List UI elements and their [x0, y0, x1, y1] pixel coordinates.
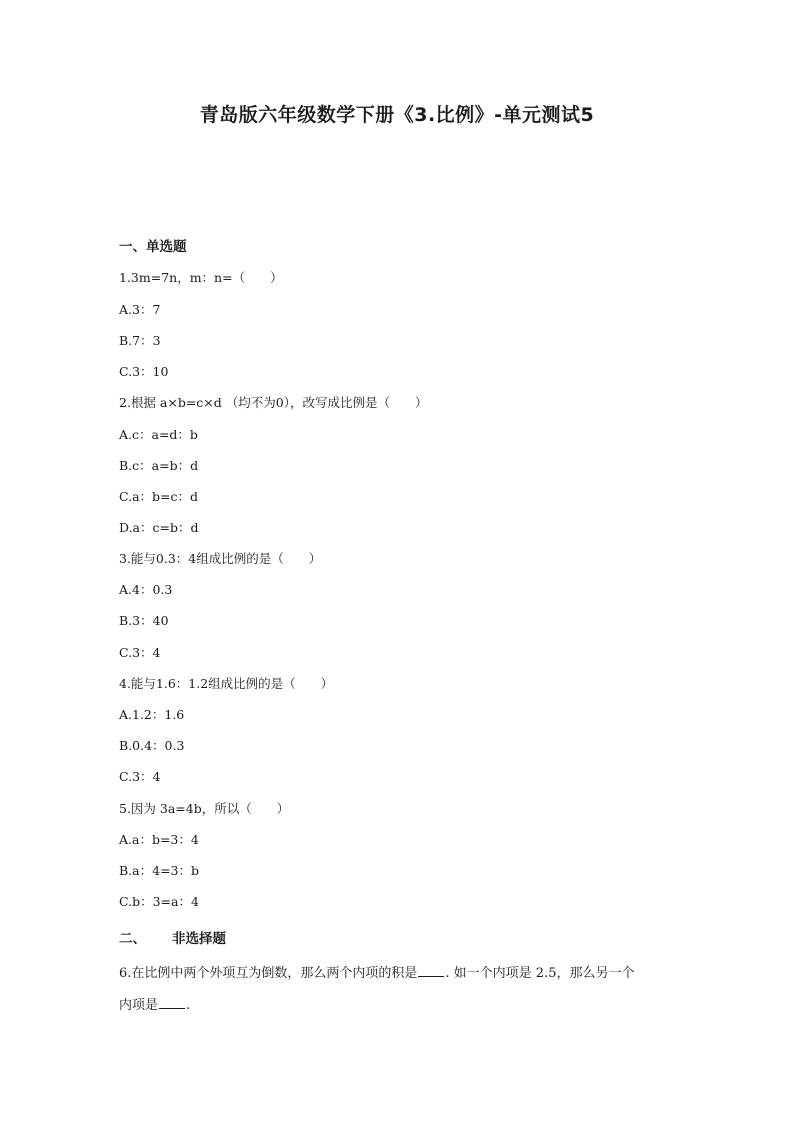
question-1-option-b: B.7：3 [119, 333, 161, 348]
question-1-option-a: A.3：7 [119, 302, 161, 317]
question-4-option-c: C.3：4 [119, 769, 161, 784]
question-4-option-b: B.0.4：0.3 [119, 738, 185, 753]
section-title: 非选择题 [172, 931, 226, 947]
question-3-option-a: A.4：0.3 [119, 582, 173, 597]
section-heading-single-choice: 一、单选题 [119, 239, 187, 255]
question-6-text-part-4: . [186, 998, 191, 1013]
question-5-stem: 5.因为 3a=4b，所以（ ） [119, 801, 290, 816]
question-6-line-1 [119, 964, 634, 984]
section-number: 二、 [119, 931, 146, 947]
question-1-option-c: C.3：10 [119, 364, 169, 379]
question-4-stem: 4.能与1.6：1.2组成比例的是（ ） [119, 676, 334, 691]
answer-blank-2[interactable] [159, 996, 185, 1009]
question-6-text-part-1: 6.在比例中两个外项互为倒数，那么两个内项的积是 [119, 966, 418, 981]
question-3-option-b: B.3：40 [119, 613, 169, 628]
question-1-stem: 1.3m=7n，m：n=（ ） [119, 270, 283, 285]
question-6-text-part-3: 内项是 [119, 998, 159, 1013]
question-4-option-a: A.1.2：1.6 [119, 707, 185, 722]
question-3-stem: 3.能与0.3：4组成比例的是（ ） [119, 551, 322, 566]
question-5-option-a: A.a：b=3：4 [119, 832, 199, 847]
section-heading-non-choice [119, 929, 226, 949]
document-title: 青岛版六年级数学下册《3.比例》-单元测试5 [199, 104, 595, 126]
question-3-option-c: C.3：4 [119, 645, 161, 660]
answer-blank-1[interactable] [418, 964, 444, 977]
question-2-option-b: B.c：a=b：d [119, 458, 199, 473]
question-2-stem: 2.根据 a×b=c×d （均不为0），改写成比例是（ ） [119, 395, 428, 410]
question-5-option-b: B.a：4=3：b [119, 863, 199, 878]
question-5-option-c: C.b：3=a：4 [119, 894, 199, 909]
question-2-option-a: A.c：a=d：b [119, 427, 198, 442]
question-2-option-c: C.a：b=c：d [119, 489, 199, 504]
question-6-line-2 [119, 996, 190, 1016]
question-2-option-d: D.a：c=b：d [119, 520, 199, 535]
question-6-text-part-2: . 如一个内项是 2.5，那么另一个 [445, 966, 635, 981]
